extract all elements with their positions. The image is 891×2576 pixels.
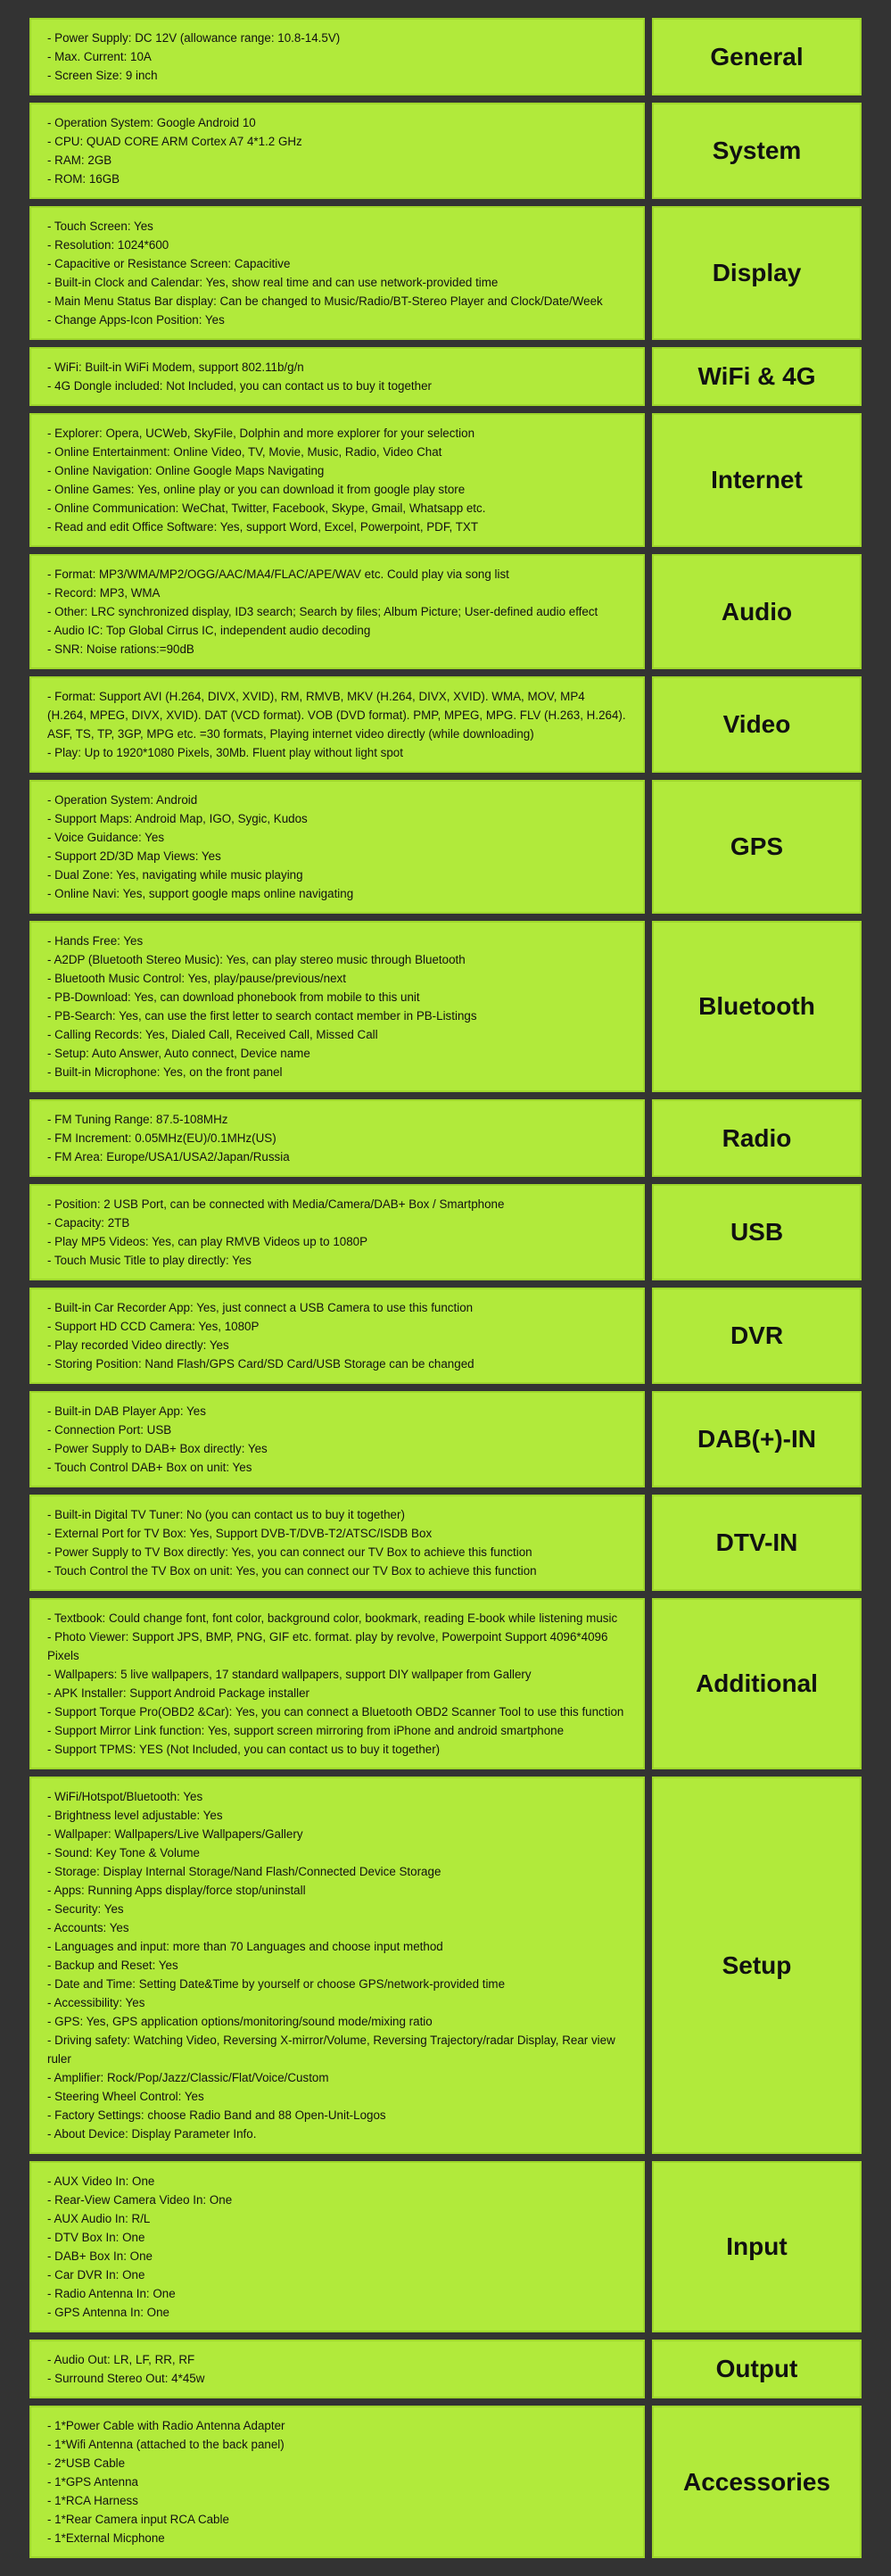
spec-item: - Touch Music Title to play directly: Yes (47, 1254, 252, 1267)
spec-item-list (47, 1609, 627, 1759)
spec-item: - Power Supply: DC 12V (allowance range: 10.8-14.5V) (47, 31, 341, 45)
spec-item: - GPS: Yes, GPS application options/monitoring/sound mode/mixing ratio (47, 2015, 433, 2028)
spec-item: - Online Navi: Yes, support google maps online navigating (47, 887, 354, 900)
spec-item: - 2*USB Cable (47, 2456, 126, 2470)
spec-item: - Factory Settings: choose Radio Band and 88 Open-Unit-Logos (47, 2108, 386, 2122)
spec-item-list (47, 687, 627, 762)
spec-item: - Connection Port: USB (47, 1423, 172, 1437)
spec-item: - 1*Wifi Antenna (attached to the back panel) (47, 2438, 285, 2451)
spec-category-label: General (652, 18, 862, 95)
spec-category-label: Audio (652, 554, 862, 669)
spec-item: - SNR: Noise rations:=90dB (47, 642, 194, 656)
spec-item: - Calling Records: Yes, Dialed Call, Received Call, Missed Call (47, 1028, 378, 1041)
spec-category-label: GPS (652, 780, 862, 914)
spec-row-2 (29, 206, 862, 340)
spec-row-13 (29, 1495, 862, 1591)
spec-details (29, 2340, 645, 2398)
spec-details (29, 1184, 645, 1280)
spec-row-14 (29, 1598, 862, 1769)
spec-item: - Accounts: Yes (47, 1921, 129, 1934)
spec-item: - Date and Time: Setting Date&Time by yourself or choose GPS/network-provided time (47, 1977, 506, 1991)
spec-item-list (47, 2350, 627, 2388)
spec-item: - 1*Power Cable with Radio Antenna Adapter (47, 2419, 285, 2432)
spec-item: - Rear-View Camera Video In: One (47, 2193, 233, 2207)
spec-row-1 (29, 103, 862, 199)
spec-item-list (47, 932, 627, 1081)
spec-item: - AUX Audio In: R/L (47, 2212, 151, 2225)
spec-item: - ROM: 16GB (47, 172, 120, 186)
spec-item: - Online Games: Yes, online play or you can download it from google play store (47, 483, 466, 496)
spec-item: - Photo Viewer: Support JPS, BMP, PNG, GIF etc. format. play by revolve, Powerpoint Support 4096*4096 Pixels (47, 1630, 608, 1662)
spec-item: - Built-in Microphone: Yes, on the front panel (47, 1065, 283, 1079)
spec-row-16 (29, 2161, 862, 2332)
spec-item: - 4G Dongle included: Not Included, you can contact us to buy it together (47, 379, 432, 393)
spec-item: - Voice Guidance: Yes (47, 831, 165, 844)
spec-item-list (47, 1787, 627, 2143)
spec-category-label: USB (652, 1184, 862, 1280)
spec-category-label: DVR (652, 1288, 862, 1384)
spec-item: - AUX Video In: One (47, 2174, 155, 2188)
spec-category-label: Bluetooth (652, 921, 862, 1092)
spec-item: - Backup and Reset: Yes (47, 1959, 178, 1972)
spec-item: - Screen Size: 9 inch (47, 69, 158, 82)
spec-item: - Online Entertainment: Online Video, TV, Movie, Music, Radio, Video Chat (47, 445, 442, 459)
spec-item: - Support HD CCD Camera: Yes, 1080P (47, 1320, 260, 1333)
spec-category-label: WiFi & 4G (652, 347, 862, 406)
spec-item: - Operation System: Android (47, 793, 198, 807)
spec-details (29, 554, 645, 669)
spec-category-label: Setup (652, 1777, 862, 2154)
spec-item: - Play MP5 Videos: Yes, can play RMVB Videos up to 1080P (47, 1235, 368, 1248)
spec-category-label: DTV-IN (652, 1495, 862, 1591)
spec-item-list (47, 113, 627, 188)
spec-item: - External Port for TV Box: Yes, Support DVB-T/DVB-T2/ATSC/ISDB Box (47, 1527, 433, 1540)
spec-item: - Surround Stereo Out: 4*45w (47, 2372, 205, 2385)
spec-item: - Audio IC: Top Global Cirrus IC, independent audio decoding (47, 624, 371, 637)
spec-item: - Main Menu Status Bar display: Can be changed to Music/Radio/BT-Stereo Player and Clock/Date/Week (47, 294, 603, 308)
spec-item: - PB-Search: Yes, can use the first letter to search contact member in PB-Listings (47, 1009, 477, 1023)
spec-item-list (47, 217, 627, 329)
spec-item: - Accessibility: Yes (47, 1996, 145, 2009)
spec-item-list (47, 565, 627, 658)
spec-item-list (47, 29, 627, 85)
spec-item: - 1*External Micphone (47, 2531, 165, 2545)
spec-item: - About Device: Display Parameter Info. (47, 2127, 257, 2141)
spec-item: - DAB+ Box In: One (47, 2249, 153, 2263)
spec-item: - DTV Box In: One (47, 2231, 145, 2244)
spec-item: - Read and edit Office Software: Yes, support Word, Excel, Powerpoint, PDF, TXT (47, 520, 479, 534)
spec-item: - Record: MP3, WMA (47, 586, 161, 600)
spec-row-9 (29, 1099, 862, 1177)
spec-item: - PB-Download: Yes, can download phonebook from mobile to this unit (47, 990, 420, 1004)
spec-row-4 (29, 413, 862, 547)
spec-item: - 1*Rear Camera input RCA Cable (47, 2513, 229, 2526)
spec-item: - Capacity: 2TB (47, 1216, 130, 1230)
spec-item: - Built-in Clock and Calendar: Yes, show real time and can use network-provided time (47, 276, 499, 289)
spec-details (29, 921, 645, 1092)
spec-item: - Radio Antenna In: One (47, 2287, 176, 2300)
spec-item: - Support Maps: Android Map, IGO, Sygic, Kudos (47, 812, 308, 825)
spec-category-label: System (652, 103, 862, 199)
spec-details (29, 206, 645, 340)
spec-item-list (47, 791, 627, 903)
spec-item: - Play: Up to 1920*1080 Pixels, 30Mb. Fluent play without light spot (47, 746, 403, 759)
spec-details (29, 1099, 645, 1177)
spec-item-list (47, 2416, 627, 2547)
spec-item: - Storage: Display Internal Storage/Nand Flash/Connected Device Storage (47, 1865, 441, 1878)
spec-item: - CPU: QUAD CORE ARM Cortex A7 4*1.2 GHz (47, 135, 302, 148)
spec-details (29, 347, 645, 406)
spec-item: - Audio Out: LR, LF, RR, RF (47, 2353, 195, 2366)
spec-item: - Touch Control DAB+ Box on unit: Yes (47, 1461, 252, 1474)
spec-details (29, 1391, 645, 1487)
spec-item-list (47, 1110, 627, 1166)
spec-category-label: Accessories (652, 2406, 862, 2558)
spec-item: - Power Supply to TV Box directly: Yes, you can connect our TV Box to achieve this function (47, 1545, 532, 1559)
spec-item: - Resolution: 1024*600 (47, 238, 169, 252)
spec-details (29, 1495, 645, 1591)
spec-category-label: DAB(+)-IN (652, 1391, 862, 1487)
spec-item: - Built-in Car Recorder App: Yes, just connect a USB Camera to use this function (47, 1301, 474, 1314)
spec-item: - Wallpapers: 5 live wallpapers, 17 standard wallpapers, support DIY wallpaper from Gallery (47, 1668, 532, 1681)
spec-category-label: Output (652, 2340, 862, 2398)
spec-category-label: Input (652, 2161, 862, 2332)
spec-item: - Storing Position: Nand Flash/GPS Card/SD Card/USB Storage can be changed (47, 1357, 474, 1371)
spec-item: - Bluetooth Music Control: Yes, play/pause/previous/next (47, 972, 346, 985)
spec-row-11 (29, 1288, 862, 1384)
spec-row-3 (29, 347, 862, 406)
spec-item: - A2DP (Bluetooth Stereo Music): Yes, can play stereo music through Bluetooth (47, 953, 466, 966)
spec-category-label: Additional (652, 1598, 862, 1769)
spec-item: - Online Communication: WeChat, Twitter, Facebook, Skype, Gmail, Whatsapp etc. (47, 501, 486, 515)
spec-item-list (47, 1402, 627, 1477)
spec-item: - Power Supply to DAB+ Box directly: Yes (47, 1442, 268, 1455)
spec-category-label: Radio (652, 1099, 862, 1177)
spec-item: - WiFi: Built-in WiFi Modem, support 802.11b/g/n (47, 360, 304, 374)
spec-item: - Play recorded Video directly: Yes (47, 1338, 229, 1352)
spec-item: - Dual Zone: Yes, navigating while music playing (47, 868, 303, 882)
spec-item: - Security: Yes (47, 1902, 124, 1916)
spec-item: - 1*GPS Antenna (47, 2475, 138, 2489)
spec-item: - APK Installer: Support Android Package installer (47, 1686, 310, 1700)
spec-item: - FM Tuning Range: 87.5-108MHz (47, 1113, 228, 1126)
spec-item: - Touch Screen: Yes (47, 219, 153, 233)
spec-item: - Setup: Auto Answer, Auto connect, Device name (47, 1047, 310, 1060)
spec-item: - Touch Control the TV Box on unit: Yes, you can connect our TV Box to achieve this function (47, 1564, 537, 1578)
spec-item: - Brightness level adjustable: Yes (47, 1809, 223, 1822)
spec-item: - Car DVR In: One (47, 2268, 145, 2282)
spec-item: - GPS Antenna In: One (47, 2306, 169, 2319)
spec-item: - Format: Support AVI (H.264, DIVX, XVID), RM, RMVB, MKV (H.264, DIVX, XVID). WMA, MOV, MP4 (H.264, MPEG, DIVX, XVID). DAT (VCD format). VOB (DVD format). PMP, MPEG, MPG. FLV (H.263, H.264). ASF, TS, TP, 3GP, MPG etc. =30 formats, Playing internet video directly (while downloading) (47, 690, 626, 741)
spec-item: - Wallpaper: Wallpapers/Live Wallpapers/Gallery (47, 1827, 303, 1841)
spec-row-18 (29, 2406, 862, 2558)
spec-item: - Max. Current: 10A (47, 50, 152, 63)
spec-details (29, 2406, 645, 2558)
spec-item: - Operation System: Google Android 10 (47, 116, 256, 129)
spec-row-17 (29, 2340, 862, 2398)
spec-item: - Support Mirror Link function: Yes, support screen mirroring from iPhone and android smartphone (47, 1724, 565, 1737)
spec-item: - Explorer: Opera, UCWeb, SkyFile, Dolphin and more explorer for your selection (47, 427, 475, 440)
spec-item-list (47, 1505, 627, 1580)
spec-item: - WiFi/Hotspot/Bluetooth: Yes (47, 1790, 203, 1803)
spec-row-5 (29, 554, 862, 669)
spec-item: - Position: 2 USB Port, can be connected with Media/Camera/DAB+ Box / Smartphone (47, 1197, 505, 1211)
spec-item: - Sound: Key Tone & Volume (47, 1846, 200, 1860)
spec-item: - Textbook: Could change font, font color, background color, bookmark, reading E-book while listening music (47, 1611, 618, 1625)
spec-item: - Amplifier: Rock/Pop/Jazz/Classic/Flat/Voice/Custom (47, 2071, 329, 2084)
spec-row-7 (29, 780, 862, 914)
spec-item: - Other: LRC synchronized display, ID3 search; Search by files; Album Picture; User-defined audio effect (47, 605, 598, 618)
spec-item: - Built-in DAB Player App: Yes (47, 1404, 206, 1418)
spec-details (29, 2161, 645, 2332)
spec-item: - Capacitive or Resistance Screen: Capacitive (47, 257, 291, 270)
spec-item: - Hands Free: Yes (47, 934, 144, 948)
spec-item: - RAM: 2GB (47, 153, 112, 167)
spec-item: - Steering Wheel Control: Yes (47, 2090, 204, 2103)
spec-item: - Support 2D/3D Map Views: Yes (47, 849, 221, 863)
spec-item: - 1*RCA Harness (47, 2494, 138, 2507)
spec-details (29, 780, 645, 914)
spec-row-6 (29, 676, 862, 773)
spec-details (29, 1777, 645, 2154)
spec-row-10 (29, 1184, 862, 1280)
spec-category-label: Internet (652, 413, 862, 547)
spec-item: - Format: MP3/WMA/MP2/OGG/AAC/MA4/FLAC/APE/WAV etc. Could play via song list (47, 567, 509, 581)
spec-item-list (47, 424, 627, 536)
spec-item: - Driving safety: Watching Video, Reversing X-mirror/Volume, Reversing Trajectory/radar Display, Rear view ruler (47, 2033, 615, 2066)
spec-details (29, 1598, 645, 1769)
spec-category-label: Video (652, 676, 862, 773)
spec-row-12 (29, 1391, 862, 1487)
spec-item: - Online Navigation: Online Google Maps Navigating (47, 464, 325, 477)
spec-row-8 (29, 921, 862, 1092)
spec-item-list (47, 358, 627, 395)
spec-row-0 (29, 18, 862, 95)
spec-details (29, 103, 645, 199)
spec-item: - Support Torque Pro(OBD2 &Car): Yes, you can connect a Bluetooth OBD2 Scanner Tool to use this function (47, 1705, 624, 1719)
spec-details (29, 18, 645, 95)
spec-details (29, 1288, 645, 1384)
spec-item: - FM Increment: 0.05MHz(EU)/0.1MHz(US) (47, 1131, 276, 1145)
spec-item-list (47, 2172, 627, 2322)
spec-row-15 (29, 1777, 862, 2154)
spec-item: - Apps: Running Apps display/force stop/uninstall (47, 1884, 306, 1897)
spec-details (29, 676, 645, 773)
spec-item: - Support TPMS: YES (Not Included, you can contact us to buy it together) (47, 1743, 441, 1756)
spec-item-list (47, 1195, 627, 1270)
spec-item: - Change Apps-Icon Position: Yes (47, 313, 225, 327)
spec-details (29, 413, 645, 547)
spec-category-label: Display (652, 206, 862, 340)
spec-item: - FM Area: Europe/USA1/USA2/Japan/Russia (47, 1150, 290, 1164)
spec-item: - Built-in Digital TV Tuner: No (you can contact us to buy it together) (47, 1508, 405, 1521)
spec-item: - Languages and input: more than 70 Languages and choose input method (47, 1940, 443, 1953)
spec-item-list (47, 1298, 627, 1373)
